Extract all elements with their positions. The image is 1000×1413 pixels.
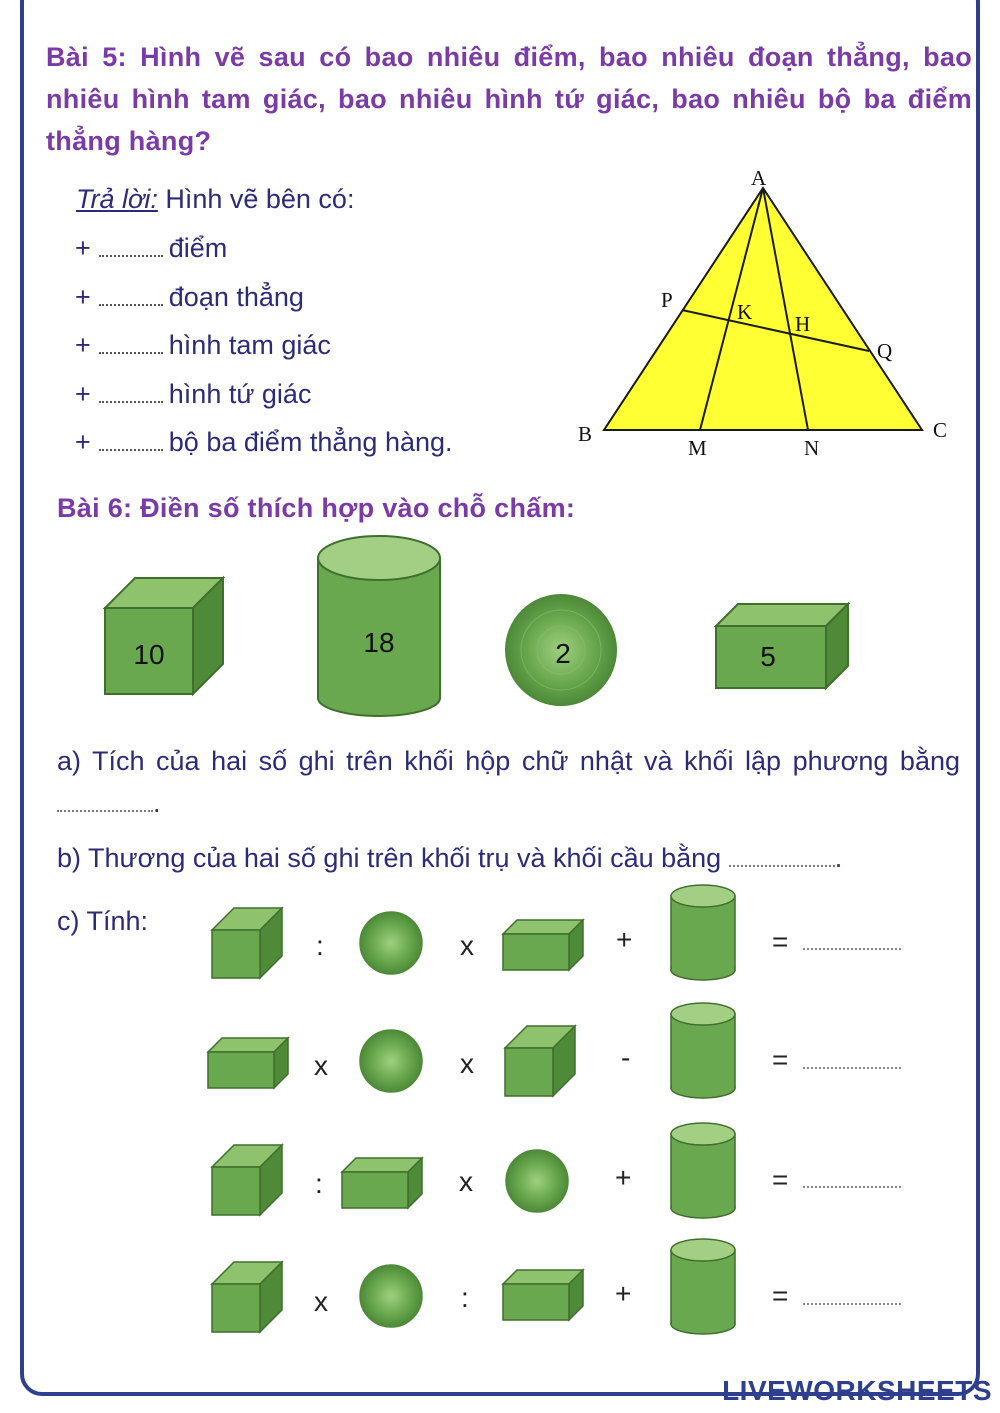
exercise-5-title: Bài 5: Hình vẽ sau có bao nhiêu điểm, bao nhiêu đoạn thẳng, bao nhiêu hình tam giác, bao nhiêu hình tứ giác, bao nhiêu bộ ba điểm thẳng hàng? (46, 42, 972, 156)
plus-sign: + (75, 379, 91, 409)
big-cube (105, 578, 223, 694)
eq3-cube (212, 1145, 282, 1215)
op-divide: : (316, 930, 324, 961)
op-multiply: x (459, 1166, 473, 1197)
op-minus: - (621, 1042, 631, 1073)
box-value: 5 (760, 641, 776, 672)
question-a: a) Tích của hai số ghi trên khối hộp chữ nhật và khối lập phương bằng . (57, 746, 960, 818)
exercise-6-title: Bài 6: Điền số thích hợp vào chỗ chấm: (57, 493, 576, 523)
liveworksheets-logo: LIVEWORKSHEETS (722, 1375, 992, 1406)
op-multiply: x (314, 1286, 328, 1317)
row-label: bộ ba điểm thẳng hàng. (168, 427, 453, 457)
plus-sign: + (75, 330, 91, 360)
row-label: đoạn thẳng (168, 282, 304, 312)
op-plus: + (615, 1278, 632, 1309)
eq2-cube (505, 1026, 575, 1096)
label-n: N (804, 436, 820, 460)
answer-label: Trả lời: (76, 184, 158, 214)
label-b: B (578, 422, 593, 446)
label-p: P (661, 288, 673, 312)
op-equals: = (772, 1164, 789, 1195)
question-b: b) Thương của hai số ghi trên khối trụ và khối cầu bằng . (57, 843, 843, 873)
label-h: H (795, 312, 811, 336)
answer-b-blank[interactable] (729, 865, 835, 867)
label-m: M (688, 436, 707, 460)
op-divide: : (461, 1282, 469, 1313)
op-plus: + (615, 1162, 632, 1193)
eq4-cube (212, 1262, 282, 1332)
op-multiply: x (460, 1048, 474, 1079)
eq4-answer[interactable] (803, 1303, 901, 1305)
big-cylinder (318, 536, 440, 716)
row-label: hình tam giác (168, 330, 331, 360)
eq2-cylinder (671, 1003, 735, 1098)
answer-a-blank[interactable] (57, 810, 153, 812)
question-a-text: a) Tích của hai số ghi trên khối hộp chữ nhật và khối lập phương bằng (57, 746, 960, 776)
eq1-answer[interactable] (803, 948, 901, 950)
row-label: hình tứ giác (168, 379, 312, 409)
plus-sign: + (75, 427, 91, 457)
eq1-cube (212, 908, 282, 978)
op-equals: = (772, 1044, 789, 1075)
eq3-answer[interactable] (803, 1186, 901, 1188)
eq2-box (208, 1038, 288, 1088)
eq3-box (342, 1158, 422, 1208)
eq1-cylinder (671, 885, 735, 980)
plus-sign: + (75, 233, 91, 263)
eq4-sphere (360, 1265, 422, 1327)
eq3-sphere (506, 1150, 568, 1212)
question-c-label: c) Tính: (57, 906, 149, 936)
cylinder-value: 18 (363, 627, 395, 658)
eq2-sphere (360, 1030, 422, 1092)
op-plus: + (616, 924, 633, 955)
question-b-text: b) Thương của hai số ghi trên khối trụ và khối cầu bằng (57, 843, 722, 873)
op-divide: : (315, 1168, 323, 1199)
plus-sign: + (75, 282, 91, 312)
eq1-sphere (360, 912, 422, 974)
label-k: K (737, 300, 753, 324)
op-multiply: x (460, 930, 474, 961)
op-multiply: x (314, 1050, 328, 1081)
eq1-box (503, 920, 583, 970)
label-q: Q (877, 339, 893, 363)
label-c: C (933, 418, 948, 442)
big-sphere (506, 595, 616, 705)
label-a: A (751, 166, 767, 190)
row-label: điểm (168, 233, 228, 263)
op-equals: = (772, 1280, 789, 1311)
eq2-answer[interactable] (803, 1067, 901, 1069)
eq3-cylinder (671, 1123, 735, 1218)
op-equals: = (772, 926, 789, 957)
answer-intro: Hình vẽ bên có: (157, 184, 355, 214)
sphere-value: 2 (555, 638, 571, 669)
eq4-cylinder (671, 1239, 735, 1334)
cube-value: 10 (133, 639, 165, 670)
eq4-box (503, 1270, 583, 1320)
big-box (716, 604, 848, 688)
